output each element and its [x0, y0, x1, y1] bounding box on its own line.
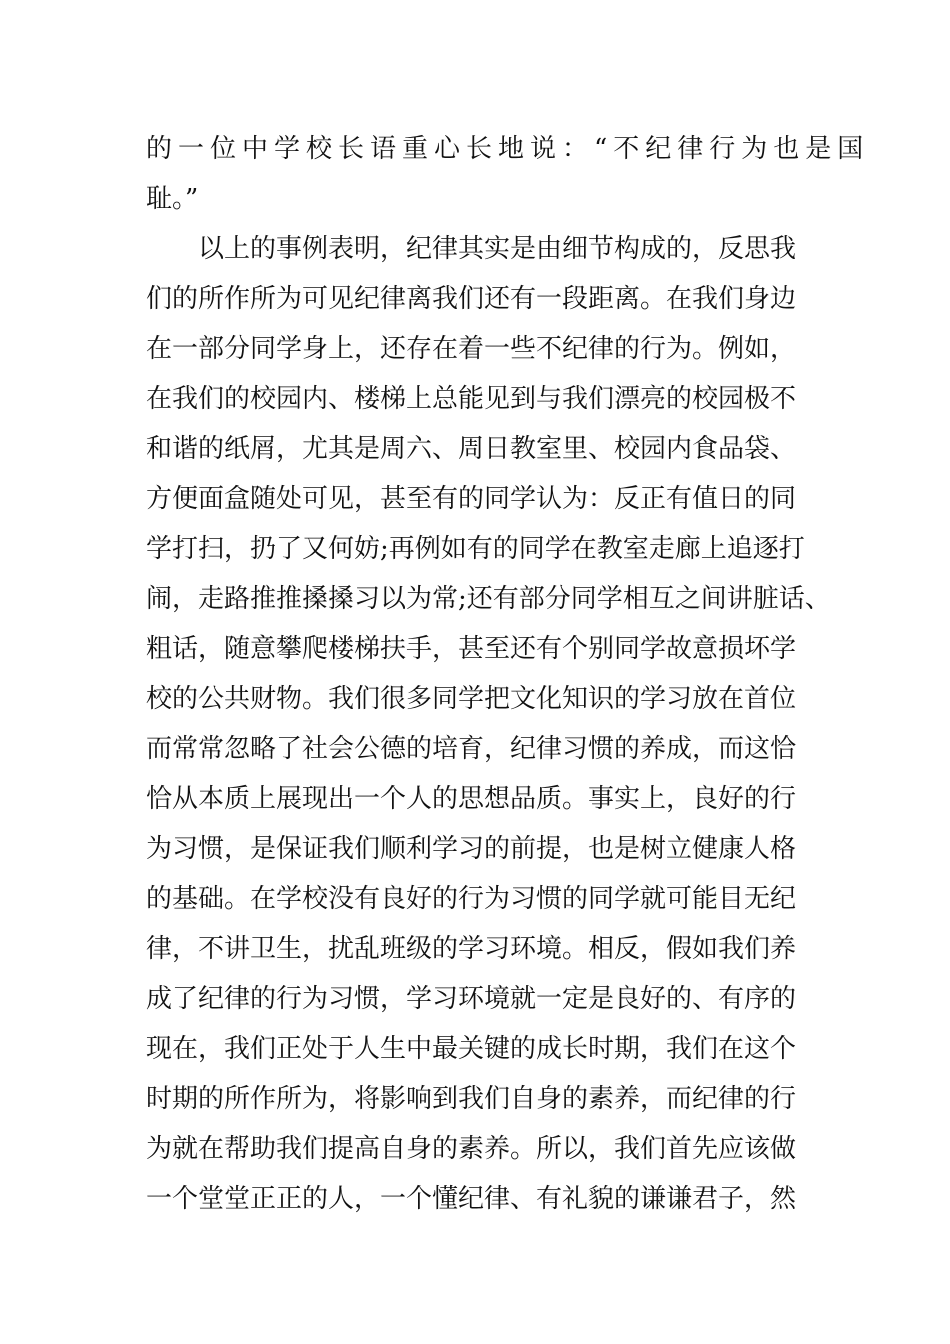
text-line: 时期的所作所为，将影响到我们自身的素养，而纪律的行	[146, 1084, 797, 1114]
text-line: 的一位中学校长语重心长地说：“不纪律行为也是国	[146, 134, 870, 164]
text-line: 们的所作所为可见纪律离我们还有一段距离。在我们身边	[146, 284, 797, 314]
text-line: 为习惯，是保证我们顺利学习的前提，也是树立健康人格	[146, 834, 797, 864]
text-line: 为就在帮助我们提高自身的素养。所以，我们首先应该做	[146, 1134, 797, 1164]
text-line: 闹，走路推推搡搡习以为常;还有部分同学相互之间讲脏话、	[146, 584, 831, 614]
text-line: 的基础。在学校没有良好的行为习惯的同学就可能目无纪	[146, 884, 797, 914]
text-line: 粗话，随意攀爬楼梯扶手，甚至还有个别同学故意损坏学	[146, 634, 797, 664]
text-line: 律，不讲卫生，扰乱班级的学习环境。相反，假如我们养	[146, 934, 797, 964]
text-line: 校的公共财物。我们很多同学把文化知识的学习放在首位	[146, 684, 797, 714]
text-line: 一个堂堂正正的人，一个懂纪律、有礼貌的谦谦君子，然	[146, 1184, 797, 1214]
paragraph-start-line: 以上的事例表明，纪律其实是由细节构成的，反思我	[198, 234, 797, 264]
text-line: 在我们的校园内、楼梯上总能见到与我们漂亮的校园极不	[146, 384, 797, 414]
text-line: 而常常忽略了社会公德的培育，纪律习惯的养成，而这恰	[146, 734, 797, 764]
text-line: 学打扫，扔了又何妨;再例如有的同学在教室走廊上追逐打	[146, 534, 805, 564]
text-line: 方便面盒随处可见，甚至有的同学认为：反正有值日的同	[146, 484, 797, 514]
text-line: 成了纪律的行为习惯，学习环境就一定是良好的、有序的	[146, 984, 797, 1014]
text-line: 现在，我们正处于人生中最关键的成长时期，我们在这个	[146, 1034, 797, 1064]
text-line: 恰从本质上展现出一个人的思想品质。事实上，良好的行	[146, 784, 797, 814]
text-line: 和谐的纸屑，尤其是周六、周日教室里、校园内食品袋、	[146, 434, 797, 464]
text-line: 在一部分同学身上，还存在着一些不纪律的行为。例如，	[146, 334, 797, 364]
text-line: 耻。”	[146, 184, 199, 214]
body-text	[146, 124, 870, 1224]
